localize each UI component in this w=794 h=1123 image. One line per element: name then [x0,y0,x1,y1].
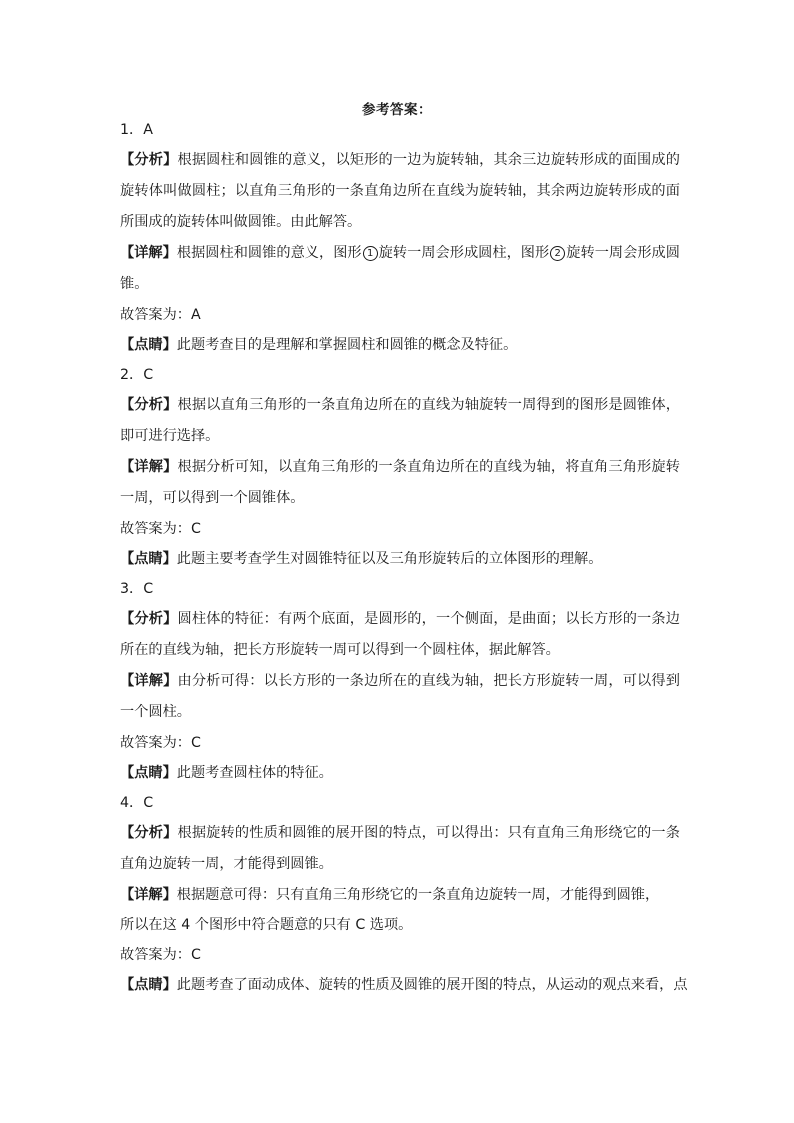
result-2: 故答案为：C [120,521,201,537]
analysis-tag: 【分析】 [120,152,178,168]
answer-line-4: 4．C [120,795,154,811]
analysis-text: 圆柱体的特征：有两个底面，是圆形的，一个侧面，是曲面；以长方形的一条边所在的直线为轴，把长方形旋转一周可以得到一个圆柱体，据此解答。 [120,611,680,658]
analysis-3 [120,604,680,666]
comment-text: 此题考查了面动成体、旋转的性质及圆锥的展开图的特点，从运动的观点来看，点 [176,977,688,993]
detail-tag: 【详解】 [120,459,178,475]
result-3: 故答案为：C [120,735,201,751]
comment-3 [120,763,680,783]
page-title: 参考答案： [362,102,432,118]
analysis-2 [120,390,680,452]
detail-3 [120,666,680,728]
detail-2 [120,452,680,514]
answer-line-3: 3．C [120,581,154,597]
answer-line-2: 2．C [120,367,154,383]
answer-line-1: 1．A [120,122,153,138]
analysis-tag: 【分析】 [120,825,178,841]
detail-tag: 【详解】 [120,887,177,903]
analysis-4 [120,818,680,880]
comment-2 [120,549,680,569]
circled-number-2: 2 [550,246,565,261]
detail-4 [120,885,680,905]
comment-tag: 【点睛】 [120,765,177,781]
comment-text: 此题考查圆柱体的特征。 [176,765,333,781]
detail-text-c: 旋转一周会形成圆锥。 [120,245,680,292]
detail-text: 由分析可得：以长方形的一条边所在的直线为轴，把长方形旋转一周，可以得到一个圆柱。 [120,673,680,720]
analysis-tag: 【分析】 [120,397,178,413]
comment-tag: 【点睛】 [120,337,177,353]
comment-text: 此题考查目的是理解和掌握圆柱和圆锥的概念及特征。 [176,337,518,353]
detail-text: 根据分析可知，以直角三角形的一条直角边所在的直线为轴，将直角三角形旋转一周，可以得到一个圆锥体。 [120,459,680,506]
analysis-tag: 【分析】 [120,611,178,627]
detail-text-b: 旋转一周会形成圆柱，图形 [378,245,550,261]
detail-4-continued: 所以在这 4 个图形中符合题意的只有 C 选项。 [120,917,413,933]
result-4: 故答案为：C [120,947,201,963]
comment-4 [120,975,688,995]
detail-tag: 【详解】 [120,673,178,689]
comment-tag: 【点睛】 [120,551,177,567]
detail-text-a: 根据圆柱和圆锥的意义，图形 [176,245,362,261]
analysis-text: 根据圆柱和圆锥的意义，以矩形的一边为旋转轴，其余三边旋转形成的面围成的旋转体叫做圆柱；以直角三角形的一条直角边所在直线为旋转轴，其余两边旋转形成的面所围成的旋转体叫做圆锥。由此解答。 [120,152,680,230]
analysis-text: 根据以直角三角形的一条直角边所在的直线为轴旋转一周得到的图形是圆锥体，即可进行选择。 [120,397,680,444]
answer-content [120,120,688,1005]
circled-number-1: 1 [363,246,378,261]
analysis-text: 根据旋转的性质和圆锥的展开图的特点，可以得出：只有直角三角形绕它的一条直角边旋转一周，才能得到圆锥。 [120,825,680,872]
detail-1 [120,238,680,300]
result-1: 故答案为：A [120,307,201,323]
comment-tag: 【点睛】 [120,977,177,993]
analysis-1 [120,145,680,238]
detail-text: 根据题意可得：只有直角三角形绕它的一条直角边旋转一周，才能得到圆锥， [176,887,660,903]
detail-tag: 【详解】 [120,245,177,261]
comment-text: 此题主要考查学生对圆锥特征以及三角形旋转后的立体图形的理解。 [176,551,603,567]
comment-1 [120,335,680,355]
